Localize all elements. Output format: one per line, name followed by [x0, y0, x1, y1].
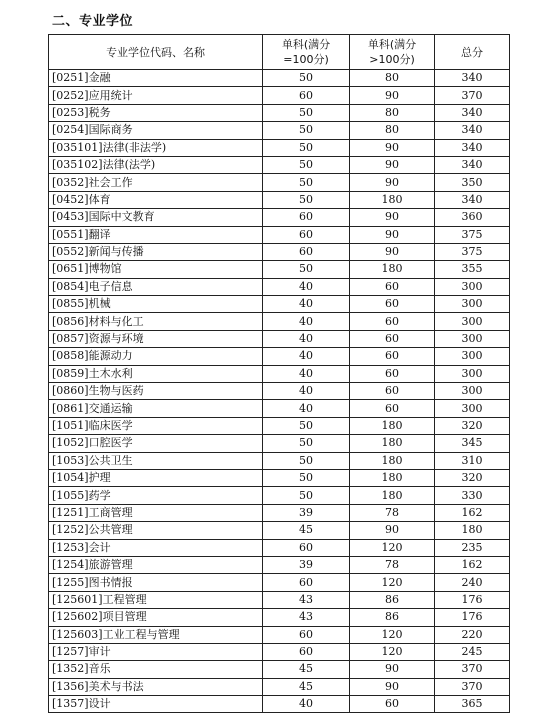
row-total-cell: 340: [435, 104, 510, 121]
row-total-cell: 340: [435, 122, 510, 139]
row-name-cell: [0860]生物与医药: [49, 383, 263, 400]
row-score-over-100-cell: 86: [350, 609, 435, 626]
row-name-cell: [1053]公共卫生: [49, 452, 263, 469]
table-row: [49, 313, 510, 330]
row-name-cell: [0857]资源与环境: [49, 330, 263, 347]
row-total-cell: 162: [435, 504, 510, 521]
row-name-cell: [1255]图书情报: [49, 574, 263, 591]
header-score-100-line2: =100分): [283, 53, 329, 66]
row-score-100-cell: 45: [263, 678, 350, 695]
table-row: [49, 122, 510, 139]
row-total-cell: 375: [435, 226, 510, 243]
table-body: [49, 70, 510, 713]
row-total-cell: 340: [435, 139, 510, 156]
row-score-100-cell: 40: [263, 278, 350, 295]
row-score-100-cell: 50: [263, 104, 350, 121]
row-name-cell: [0352]社会工作: [49, 174, 263, 191]
header-score-over-100-line2: >100分): [369, 53, 415, 66]
row-name-cell: [1252]公共管理: [49, 522, 263, 539]
row-total-cell: 235: [435, 539, 510, 556]
row-name-cell: [0859]土木水利: [49, 365, 263, 382]
row-total-cell: 320: [435, 469, 510, 486]
table-row: [49, 87, 510, 104]
row-score-over-100-cell: 78: [350, 504, 435, 521]
row-score-100-cell: 43: [263, 609, 350, 626]
row-score-over-100-cell: 90: [350, 174, 435, 191]
section-title: 二、专业学位: [52, 14, 134, 29]
row-score-100-cell: 50: [263, 122, 350, 139]
row-total-cell: 300: [435, 348, 510, 365]
table-row: [49, 365, 510, 382]
row-name-cell: [1352]音乐: [49, 661, 263, 678]
row-score-over-100-cell: 90: [350, 661, 435, 678]
row-score-100-cell: 60: [263, 574, 350, 591]
table-row: [49, 226, 510, 243]
table-row: [49, 104, 510, 121]
row-score-100-cell: 50: [263, 174, 350, 191]
row-total-cell: 300: [435, 313, 510, 330]
table-row: [49, 556, 510, 573]
table-row: [49, 191, 510, 208]
table-row: [49, 243, 510, 260]
table-row: [49, 609, 510, 626]
row-score-over-100-cell: 60: [350, 278, 435, 295]
row-name-cell: [0253]税务: [49, 104, 263, 121]
row-name-cell: [1051]临床医学: [49, 417, 263, 434]
row-score-100-cell: 40: [263, 330, 350, 347]
row-name-cell: [0251]金融: [49, 70, 263, 87]
row-score-100-cell: 45: [263, 661, 350, 678]
row-total-cell: 240: [435, 574, 510, 591]
row-score-100-cell: 40: [263, 383, 350, 400]
row-score-over-100-cell: 180: [350, 487, 435, 504]
row-total-cell: 355: [435, 261, 510, 278]
row-score-100-cell: 50: [263, 70, 350, 87]
table-row: [49, 504, 510, 521]
row-score-over-100-cell: 90: [350, 209, 435, 226]
row-name-cell: [035101]法律(非法学): [49, 139, 263, 156]
row-name-cell: [1357]设计: [49, 696, 263, 713]
row-score-100-cell: 39: [263, 556, 350, 573]
table-row: [49, 591, 510, 608]
row-score-100-cell: 50: [263, 156, 350, 173]
row-total-cell: 180: [435, 522, 510, 539]
row-name-cell: [125601]工程管理: [49, 591, 263, 608]
row-score-100-cell: 39: [263, 504, 350, 521]
row-score-over-100-cell: 60: [350, 313, 435, 330]
row-score-100-cell: 40: [263, 296, 350, 313]
row-score-over-100-cell: 120: [350, 626, 435, 643]
row-score-100-cell: 60: [263, 87, 350, 104]
header-total: 总分: [435, 35, 510, 70]
row-score-over-100-cell: 60: [350, 365, 435, 382]
row-total-cell: 300: [435, 330, 510, 347]
row-total-cell: 360: [435, 209, 510, 226]
row-total-cell: 370: [435, 678, 510, 695]
table-row: [49, 539, 510, 556]
row-score-100-cell: 40: [263, 365, 350, 382]
row-name-cell: [0252]应用统计: [49, 87, 263, 104]
row-score-over-100-cell: 90: [350, 226, 435, 243]
row-score-100-cell: 50: [263, 139, 350, 156]
row-name-cell: [0861]交通运输: [49, 400, 263, 417]
row-score-over-100-cell: 60: [350, 348, 435, 365]
table-row: [49, 522, 510, 539]
row-score-over-100-cell: 90: [350, 87, 435, 104]
row-total-cell: 340: [435, 156, 510, 173]
row-total-cell: 375: [435, 243, 510, 260]
row-score-over-100-cell: 180: [350, 191, 435, 208]
table-row: [49, 696, 510, 713]
row-score-100-cell: 60: [263, 539, 350, 556]
row-name-cell: [1054]护理: [49, 469, 263, 486]
row-name-cell: [0854]电子信息: [49, 278, 263, 295]
row-score-100-cell: 50: [263, 261, 350, 278]
row-name-cell: [0453]国际中文教育: [49, 209, 263, 226]
row-score-over-100-cell: 60: [350, 400, 435, 417]
row-name-cell: [1055]药学: [49, 487, 263, 504]
row-name-cell: [1052]口腔医学: [49, 435, 263, 452]
table-row: [49, 661, 510, 678]
row-name-cell: [0858]能源动力: [49, 348, 263, 365]
row-total-cell: 320: [435, 417, 510, 434]
row-score-over-100-cell: 78: [350, 556, 435, 573]
row-score-over-100-cell: 60: [350, 383, 435, 400]
table-row: [49, 626, 510, 643]
row-score-100-cell: 60: [263, 643, 350, 660]
header-score-100-line1: 单科(满分: [281, 38, 331, 51]
row-score-over-100-cell: 80: [350, 70, 435, 87]
row-score-over-100-cell: 60: [350, 296, 435, 313]
row-score-over-100-cell: 90: [350, 678, 435, 695]
row-score-100-cell: 40: [263, 696, 350, 713]
table-row: [49, 139, 510, 156]
row-name-cell: [125603]工业工程与管理: [49, 626, 263, 643]
row-name-cell: [1257]审计: [49, 643, 263, 660]
header-score-over-100-line1: 单科(满分: [367, 38, 417, 51]
row-score-over-100-cell: 90: [350, 156, 435, 173]
row-score-over-100-cell: 86: [350, 591, 435, 608]
row-score-over-100-cell: 60: [350, 330, 435, 347]
row-total-cell: 340: [435, 191, 510, 208]
row-score-over-100-cell: 120: [350, 539, 435, 556]
row-score-100-cell: 50: [263, 469, 350, 486]
row-total-cell: 300: [435, 400, 510, 417]
row-score-100-cell: 40: [263, 400, 350, 417]
table-header-row: [49, 35, 510, 70]
row-score-over-100-cell: 180: [350, 469, 435, 486]
table-row: [49, 70, 510, 87]
row-score-100-cell: 60: [263, 226, 350, 243]
row-score-over-100-cell: 180: [350, 435, 435, 452]
table-row: [49, 209, 510, 226]
row-total-cell: 176: [435, 591, 510, 608]
row-total-cell: 300: [435, 296, 510, 313]
row-name-cell: [125602]项目管理: [49, 609, 263, 626]
row-total-cell: 330: [435, 487, 510, 504]
row-total-cell: 310: [435, 452, 510, 469]
table-row: [49, 417, 510, 434]
row-total-cell: 300: [435, 365, 510, 382]
row-score-100-cell: 60: [263, 209, 350, 226]
row-total-cell: 300: [435, 383, 510, 400]
row-name-cell: [0855]机械: [49, 296, 263, 313]
row-total-cell: 220: [435, 626, 510, 643]
table-row: [49, 156, 510, 173]
row-score-100-cell: 50: [263, 417, 350, 434]
row-name-cell: [035102]法律(法学): [49, 156, 263, 173]
row-total-cell: 365: [435, 696, 510, 713]
row-name-cell: [1251]工商管理: [49, 504, 263, 521]
table-row: [49, 174, 510, 191]
header-score-100: [263, 35, 350, 70]
table-row: [49, 469, 510, 486]
table-row: [49, 278, 510, 295]
row-name-cell: [1254]旅游管理: [49, 556, 263, 573]
row-score-over-100-cell: 90: [350, 522, 435, 539]
row-score-100-cell: 43: [263, 591, 350, 608]
table-row: [49, 643, 510, 660]
row-score-over-100-cell: 80: [350, 104, 435, 121]
row-score-over-100-cell: 120: [350, 643, 435, 660]
row-total-cell: 300: [435, 278, 510, 295]
row-score-100-cell: 45: [263, 522, 350, 539]
row-name-cell: [0856]材料与化工: [49, 313, 263, 330]
row-total-cell: 176: [435, 609, 510, 626]
table-row: [49, 383, 510, 400]
row-name-cell: [0552]新闻与传播: [49, 243, 263, 260]
row-score-over-100-cell: 90: [350, 243, 435, 260]
header-name: 专业学位代码、名称: [49, 35, 263, 70]
table-row: [49, 296, 510, 313]
row-name-cell: [0551]翻译: [49, 226, 263, 243]
table-row: [49, 348, 510, 365]
row-total-cell: 245: [435, 643, 510, 660]
row-score-over-100-cell: 180: [350, 261, 435, 278]
row-total-cell: 340: [435, 70, 510, 87]
row-score-100-cell: 50: [263, 452, 350, 469]
header-score-over-100: [350, 35, 435, 70]
table-row: [49, 261, 510, 278]
row-score-100-cell: 40: [263, 313, 350, 330]
row-score-over-100-cell: 180: [350, 417, 435, 434]
table-row: [49, 435, 510, 452]
row-score-100-cell: 60: [263, 626, 350, 643]
row-score-over-100-cell: 180: [350, 452, 435, 469]
row-score-100-cell: 40: [263, 348, 350, 365]
row-score-over-100-cell: 60: [350, 696, 435, 713]
row-name-cell: [0651]博物馆: [49, 261, 263, 278]
row-name-cell: [1253]会计: [49, 539, 263, 556]
row-score-100-cell: 50: [263, 487, 350, 504]
row-name-cell: [0254]国际商务: [49, 122, 263, 139]
table-row: [49, 574, 510, 591]
row-total-cell: 370: [435, 661, 510, 678]
row-total-cell: 350: [435, 174, 510, 191]
row-total-cell: 370: [435, 87, 510, 104]
score-table: [48, 34, 510, 713]
row-score-over-100-cell: 120: [350, 574, 435, 591]
table-row: [49, 487, 510, 504]
row-name-cell: [0452]体育: [49, 191, 263, 208]
table-row: [49, 400, 510, 417]
row-score-over-100-cell: 80: [350, 122, 435, 139]
row-score-100-cell: 50: [263, 435, 350, 452]
table-row: [49, 330, 510, 347]
table-row: [49, 452, 510, 469]
table-row: [49, 678, 510, 695]
row-name-cell: [1356]美术与书法: [49, 678, 263, 695]
row-score-over-100-cell: 90: [350, 139, 435, 156]
row-total-cell: 345: [435, 435, 510, 452]
row-score-100-cell: 50: [263, 191, 350, 208]
row-total-cell: 162: [435, 556, 510, 573]
row-score-100-cell: 60: [263, 243, 350, 260]
